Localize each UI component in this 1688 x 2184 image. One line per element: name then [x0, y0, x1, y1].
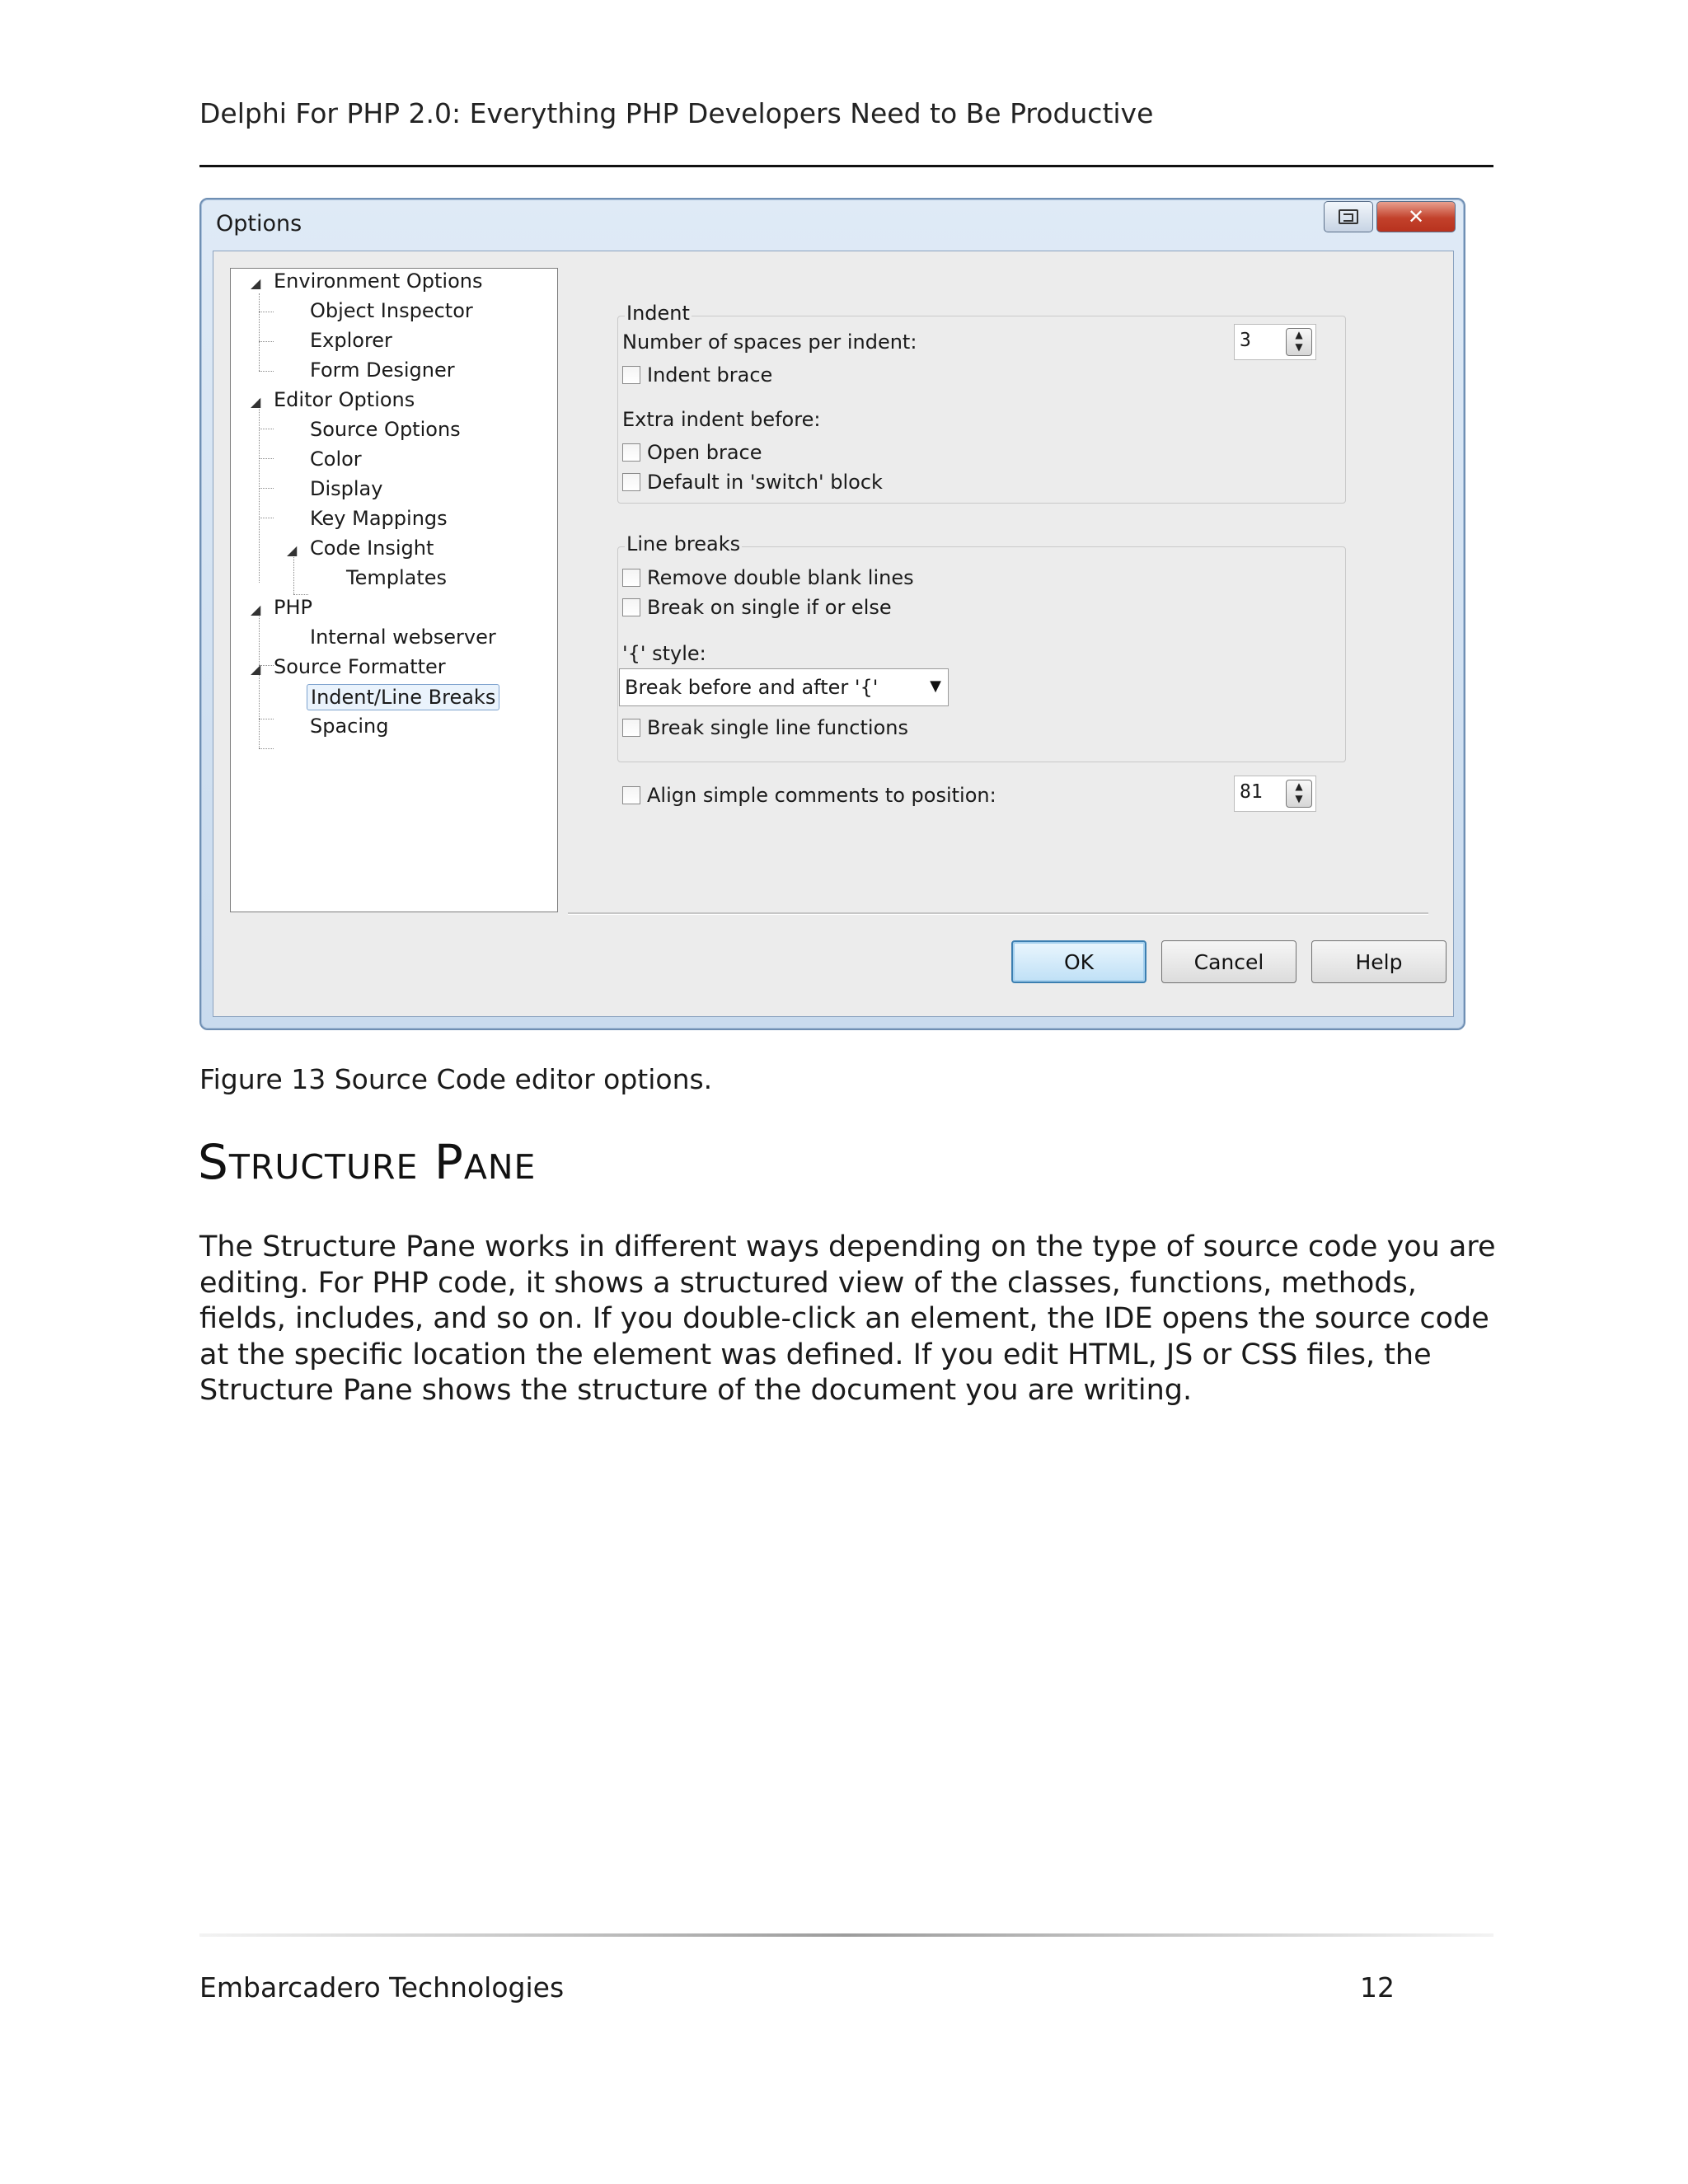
- default-switch-checkbox[interactable]: [622, 473, 640, 491]
- open-brace-checkbox[interactable]: [622, 443, 640, 462]
- break-single-if-checkbox[interactable]: [622, 598, 640, 616]
- tree-connector: [259, 748, 274, 749]
- expanded-arrow-icon[interactable]: ◢: [251, 602, 261, 617]
- expanded-arrow-icon[interactable]: ◢: [251, 661, 261, 677]
- brace-style-dropdown[interactable]: [619, 668, 949, 706]
- tree-connector: [259, 399, 260, 583]
- tree-item-code-insight[interactable]: Code Insight: [310, 537, 434, 560]
- section-heading: Structure Pane: [198, 1134, 537, 1190]
- figure-caption: Figure 13 Source Code editor options.: [199, 1063, 713, 1095]
- options-dialog: [199, 198, 1465, 1030]
- tree-connector: [259, 458, 274, 459]
- button-separator: [568, 912, 1428, 915]
- window-help-icon: [1339, 209, 1358, 224]
- indent-brace-label: Indent brace: [647, 363, 773, 387]
- align-comments-checkbox[interactable]: [622, 786, 640, 804]
- spaces-per-indent-spinner[interactable]: [1234, 324, 1316, 360]
- line-breaks-group-title: Line breaks: [626, 532, 741, 555]
- tree-connector: [293, 557, 294, 594]
- footer-company: Embarcadero Technologies: [199, 1971, 565, 2004]
- body-paragraph: The Structure Pane works in different ways depending on the type of source code you are editing. For PHP code, it shows a structured view of the classes, functions, methods, fields, includes, and so on. If you double-click an element, the IDE opens the source code at the specific location the element was defined. If you edit HTML, JS or CSS files, the Structure Pane shows the structure of the document you are writing.: [199, 1230, 1496, 1407]
- tree-item-source-formatter[interactable]: Source Formatter: [274, 655, 446, 678]
- tree-connector: [259, 665, 274, 666]
- default-switch-checkbox-row[interactable]: [622, 471, 883, 494]
- brace-style-label: '{' style:: [622, 642, 706, 665]
- tree-connector: [259, 671, 260, 748]
- tree-item-internal-webserver[interactable]: Internal webserver: [310, 626, 496, 649]
- tree-connector: [259, 488, 274, 489]
- tree-item-templates[interactable]: Templates: [346, 566, 448, 589]
- open-brace-label: Open brace: [647, 441, 762, 464]
- help-window-button[interactable]: [1324, 201, 1373, 232]
- tree-item-php[interactable]: PHP: [274, 596, 312, 619]
- tree-connector: [259, 341, 274, 342]
- dialog-title: Options: [216, 211, 302, 237]
- brace-style-value: Break before and after '{': [625, 676, 879, 699]
- align-comments-spinner[interactable]: [1234, 776, 1316, 812]
- align-comments-checkbox-row[interactable]: [622, 784, 996, 807]
- expanded-arrow-icon[interactable]: ◢: [251, 394, 261, 410]
- cancel-button[interactable]: Cancel: [1161, 940, 1296, 983]
- options-tree[interactable]: [230, 268, 558, 912]
- spaces-per-indent-value: 3: [1240, 330, 1251, 351]
- close-icon: ✕: [1407, 205, 1425, 228]
- footer-divider: [199, 1933, 1493, 1937]
- header-divider: [199, 165, 1493, 167]
- dropdown-arrow-icon[interactable]: ▼: [930, 677, 941, 695]
- break-single-if-checkbox-row[interactable]: [622, 596, 892, 619]
- indent-brace-checkbox[interactable]: [622, 366, 640, 384]
- break-single-if-label: Break on single if or else: [647, 596, 892, 619]
- expanded-arrow-icon[interactable]: ◢: [287, 542, 298, 558]
- tree-item-key-mappings[interactable]: Key Mappings: [310, 507, 448, 530]
- default-switch-label: Default in 'switch' block: [647, 471, 883, 494]
- dialog-client-area: [213, 251, 1454, 1017]
- align-comments-label: Align simple comments to position:: [647, 784, 996, 807]
- ok-button[interactable]: OK: [1011, 940, 1146, 983]
- break-single-line-checkbox-row[interactable]: [622, 716, 908, 739]
- spaces-per-indent-label: Number of spaces per indent:: [622, 330, 917, 354]
- remove-double-label: Remove double blank lines: [647, 566, 914, 589]
- expanded-arrow-icon[interactable]: ◢: [251, 275, 261, 291]
- tree-item-object-inspector[interactable]: Object Inspector: [310, 299, 473, 322]
- tree-connector: [259, 611, 260, 665]
- remove-double-checkbox-row[interactable]: [622, 566, 914, 589]
- break-single-line-label: Break single line functions: [647, 716, 908, 739]
- tree-item-form-designer[interactable]: Form Designer: [310, 359, 455, 382]
- tree-item-color[interactable]: Color: [310, 448, 362, 471]
- page-number: 12: [1360, 1971, 1395, 2004]
- break-single-line-checkbox[interactable]: [622, 719, 640, 737]
- tree-item-spacing[interactable]: Spacing: [310, 715, 389, 738]
- tree-item-environment-options[interactable]: Environment Options: [274, 269, 483, 293]
- tree-item-indent-line-breaks[interactable]: Indent/Line Breaks: [307, 684, 499, 710]
- tree-item-editor-options[interactable]: Editor Options: [274, 388, 415, 411]
- page-header: Delphi For PHP 2.0: Everything PHP Developers Need to Be Productive: [199, 97, 1154, 129]
- spin-updown-icon[interactable]: ▲ ▼: [1286, 780, 1312, 808]
- help-button[interactable]: Help: [1311, 940, 1447, 983]
- indent-brace-checkbox-row[interactable]: [622, 363, 772, 387]
- tree-item-source-options[interactable]: Source Options: [310, 418, 461, 441]
- indent-group-title: Indent: [626, 302, 690, 325]
- close-window-button[interactable]: [1376, 201, 1456, 232]
- spin-updown-icon[interactable]: ▲ ▼: [1286, 328, 1312, 356]
- remove-double-checkbox[interactable]: [622, 569, 640, 587]
- tree-item-explorer[interactable]: Explorer: [310, 329, 392, 352]
- tree-item-display[interactable]: Display: [310, 477, 383, 500]
- tree-connector: [259, 293, 260, 371]
- open-brace-checkbox-row[interactable]: [622, 441, 762, 464]
- tree-connector: [259, 371, 274, 372]
- align-comments-value: 81: [1240, 781, 1263, 803]
- extra-indent-label: Extra indent before:: [622, 408, 821, 431]
